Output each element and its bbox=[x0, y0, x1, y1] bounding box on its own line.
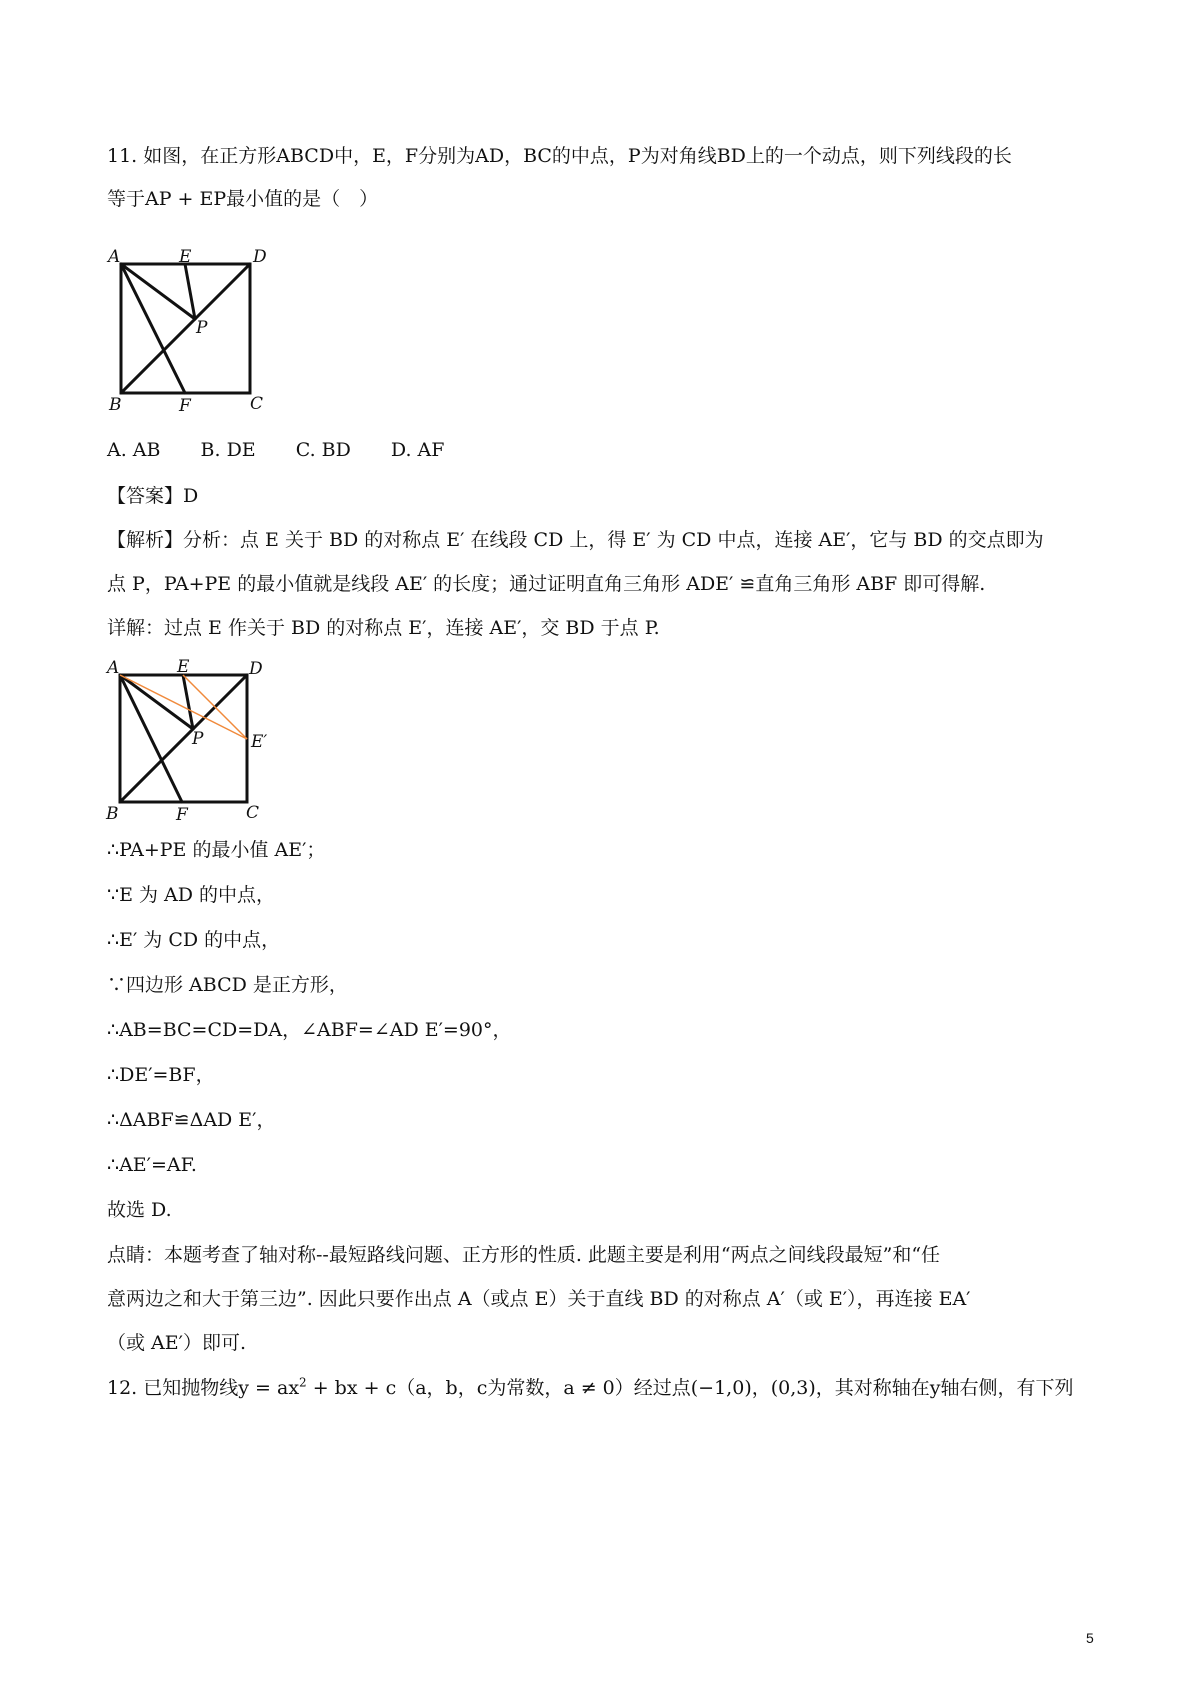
q12-line1 bbox=[107, 1374, 1074, 1402]
choice-c[interactable]: C. BD bbox=[295, 439, 351, 461]
q11-line2: 等于AP + EP最小值的是（ ） bbox=[107, 188, 379, 210]
label-e-prime: E′ bbox=[251, 732, 268, 752]
proof-line: ∵四边形 ABCD 是正方形， bbox=[107, 974, 348, 996]
q12-formula bbox=[238, 1377, 396, 1399]
formula-exponent: 2 bbox=[299, 1375, 307, 1390]
label-e: E bbox=[179, 247, 192, 267]
comment-line1: 点睛：本题考查了轴对称--最短路线问题、正方形的性质. 此题主要是利用“两点之间线段最短”和“任 bbox=[107, 1244, 941, 1266]
label-a: A bbox=[108, 247, 121, 267]
figure-square-2 bbox=[100, 655, 290, 829]
label-f: F bbox=[179, 396, 191, 416]
proof-line: ∴DE′=BF， bbox=[107, 1064, 215, 1086]
q11-choices bbox=[107, 436, 478, 464]
comment-line3: （或 AE′）即可. bbox=[107, 1332, 246, 1354]
label-e-2: E bbox=[177, 657, 190, 677]
label-c: C bbox=[250, 394, 264, 414]
analysis-line2: 点 P，PA+PE 的最小值就是线段 AE′ 的长度；通过证明直角三角形 ADE′ ≌直角三角形 ABF 即可得解. bbox=[107, 573, 986, 595]
label-b: B bbox=[109, 395, 122, 415]
label-a-2: A bbox=[107, 658, 120, 678]
proof-line: ∴E′ 为 CD 的中点， bbox=[107, 929, 281, 951]
proof-line: ∵E 为 AD 的中点， bbox=[107, 884, 276, 906]
analysis-line1: 【解析】分析：点 E 关于 BD 的对称点 E′ 在线段 CD 上，得 E′ 为 CD 中点，连接 AE′，它与 BD 的交点即为 bbox=[107, 529, 1044, 551]
label-p: P bbox=[196, 318, 208, 338]
detail-line: 详解：过点 E 作关于 BD 的对称点 E′，连接 AE′，交 BD 于点 P. bbox=[107, 617, 660, 639]
proof-line: ∴PA+PE 的最小值 AE′； bbox=[107, 839, 326, 861]
formula-part: + bx + c bbox=[306, 1377, 397, 1399]
page-number: 5 bbox=[1086, 1630, 1094, 1646]
diagonal-bd bbox=[121, 264, 250, 393]
label-d: D bbox=[253, 247, 267, 267]
figure-square-1 bbox=[100, 245, 280, 424]
q12-suffix: （a，b，c为常数，a ≠ 0）经过点(−1,0)，(0,3)，其对称轴在y轴右侧，有下列 bbox=[396, 1377, 1074, 1399]
answer: 【答案】D bbox=[107, 485, 199, 507]
choice-b[interactable]: B. DE bbox=[200, 439, 256, 461]
label-c-2: C bbox=[246, 803, 260, 823]
segment-af bbox=[121, 264, 185, 393]
segment-ap bbox=[121, 264, 195, 319]
q12-prefix: 12. 已知抛物线 bbox=[107, 1377, 239, 1399]
proof-line: ∴AB=BC=CD=DA，∠ABF=∠AD E′=90°， bbox=[107, 1019, 512, 1041]
diagonal-bd-2 bbox=[120, 675, 247, 802]
segment-ap-2 bbox=[120, 675, 193, 729]
segment-ep bbox=[185, 264, 195, 319]
proof-line: ∴ΔABF≌ΔAD E′， bbox=[107, 1109, 276, 1131]
choice-d[interactable]: D. AF bbox=[390, 439, 445, 461]
label-p-2: P bbox=[192, 729, 204, 749]
label-f-2: F bbox=[176, 805, 188, 825]
label-b-2: B bbox=[106, 804, 119, 824]
segment-af-2 bbox=[120, 675, 182, 802]
comment-line2: 意两边之和大于第三边”. 因此只要作出点 A（或点 E）关于直线 BD 的对称点 A′（或 E′），再连接 EA′ bbox=[107, 1288, 971, 1310]
q11-line1: 11. 如图，在正方形ABCD中，E，F分别为AD，BC的中点，P为对角线BD上的一个动点，则下列线段的长 bbox=[107, 145, 1012, 167]
label-d-2: D bbox=[249, 659, 263, 679]
formula-part: y = ax bbox=[238, 1377, 300, 1399]
choice-a[interactable]: A. AB bbox=[107, 439, 161, 461]
proof-line: ∴AE′=AF. bbox=[107, 1154, 197, 1176]
conclusion: 故选 D. bbox=[107, 1199, 172, 1221]
